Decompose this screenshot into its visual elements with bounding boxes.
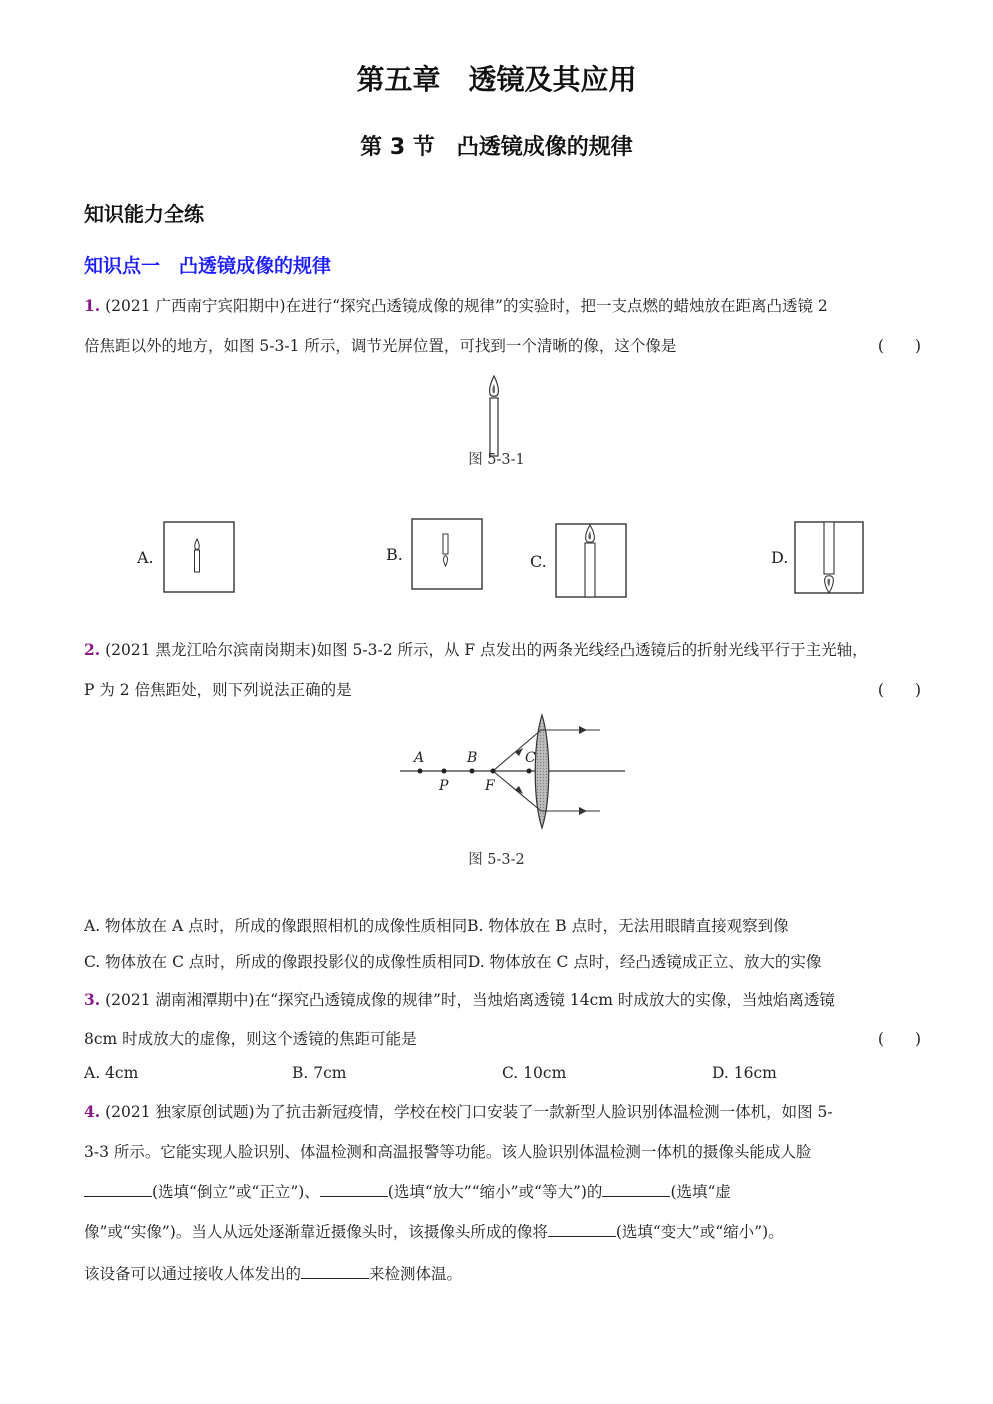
q3-option-d[interactable]: D. 16cm <box>712 1064 777 1082</box>
label-b: B <box>467 750 478 766</box>
section-title: 第 3 节 凸透镜成像的规律 <box>360 135 633 160</box>
q2-options-cd[interactable]: C. 物体放在 C 点时，所成的像跟投影仪的成像性质相同D. 物体放在 C 点时，经凸透镜成正立、放大的实像 <box>84 953 822 971</box>
label-a: A <box>414 750 425 766</box>
q1-option-d-label: D. <box>771 548 789 567</box>
q1-line2: 倍焦距以外的地方，如图 5-3-1 所示，调节光屏位置，可找到一个清晰的像，这个像是 <box>84 337 677 355</box>
chapter-title: 第五章 透镜及其应用 <box>356 63 637 96</box>
q1-answer-paren: ( ) <box>877 337 921 355</box>
q3-line2: 8cm 时成放大的虚像，则这个透镜的焦距可能是 <box>84 1030 417 1048</box>
q1-option-b-image[interactable] <box>411 518 483 590</box>
q1-option-d-image[interactable] <box>794 521 864 594</box>
part-title: 知识能力全练 <box>84 202 204 226</box>
q1-option-b-label: B. <box>386 545 403 564</box>
label-c: C <box>525 750 536 766</box>
q4-blank-2[interactable] <box>320 1182 388 1197</box>
figure-5-3-2-caption: 图 5-3-2 <box>468 852 525 868</box>
q2-options-ab[interactable]: A. 物体放在 A 点时，所成的像跟照相机的成像性质相同B. 物体放在 B 点时，无法用眼睛直接观察到像 <box>84 917 789 935</box>
q4-line4: 像”或“实像”)。当人从远处逐渐靠近摄像头时，该摄像头所成的像将 (选填“变大”或“缩小”)。 <box>84 1223 784 1241</box>
arrow-lower-refracted <box>579 807 587 815</box>
point-a <box>418 769 423 774</box>
q4-blank-5[interactable] <box>301 1264 369 1279</box>
arrow-upper-refracted <box>579 726 587 734</box>
point-f <box>491 769 496 774</box>
q3-option-b[interactable]: B. 7cm <box>292 1064 347 1082</box>
point-b <box>470 769 475 774</box>
label-f: F <box>485 778 495 794</box>
point-p <box>442 769 447 774</box>
q2-answer-paren: ( ) <box>877 681 921 699</box>
q4-line3: (选填“倒立”或“正立”)、 (选填“放大”“缩小”或“等大”)的 (选填“虚 <box>84 1180 731 1202</box>
q4-line2: 3-3 所示。它能实现人脸识别、体温检测和高温报警等功能。该人脸识别体温检测一体机的摄像头能成人脸 <box>84 1143 812 1161</box>
point-c <box>527 769 532 774</box>
q3-number: 3. <box>84 990 101 1009</box>
q1-option-c-image[interactable] <box>555 523 627 598</box>
q1-option-a-label: A. <box>137 548 154 567</box>
q4-blank-4[interactable] <box>548 1222 616 1237</box>
q4-line1: 4. (2021 独家原创试题)为了抗击新冠疫情，学校在校门口安装了一款新型人脸识别体温检测一体机，如图 5- <box>84 1102 833 1121</box>
figure-5-3-1-caption: 图 5-3-1 <box>468 452 525 468</box>
q2-line1: 2. (2021 黑龙江哈尔滨南岗期末)如图 5-3-2 所示，从 F 点发出的两条光线经凸透镜后的折射光线平行于主光轴， <box>84 640 868 659</box>
q1-option-c-label: C. <box>530 552 547 571</box>
knowledge-point-title: 知识点一 凸透镜成像的规律 <box>84 255 332 277</box>
q4-blank-1[interactable] <box>84 1182 152 1197</box>
q1-number: 1. <box>84 296 101 315</box>
q4-number: 4. <box>84 1102 101 1121</box>
q2-number: 2. <box>84 640 101 659</box>
q4-blank-3[interactable] <box>602 1182 670 1197</box>
q4-line5: 该设备可以通过接收人体发出的 来检测体温。 <box>84 1265 463 1283</box>
q3-option-c[interactable]: C. 10cm <box>502 1064 567 1082</box>
q3-line1: 3. (2021 湖南湘潭期中)在“探究凸透镜成像的规律”时，当烛焰离透镜 14cm 时成放大的实像，当烛焰离透镜 <box>84 990 835 1009</box>
figure-5-3-2-lens-diagram <box>395 710 630 835</box>
q3-answer-paren: ( ) <box>877 1030 921 1048</box>
q2-line2: P 为 2 倍焦距处，则下列说法正确的是 <box>84 681 352 699</box>
label-p: P <box>439 778 449 794</box>
q1-option-a-image[interactable] <box>163 521 235 593</box>
q3-option-a[interactable]: A. 4cm <box>84 1064 139 1082</box>
q1-line1: 1. (2021 广西南宁宾阳期中)在进行“探究凸透镜成像的规律”的实验时，把一支点燃的蜡烛放在距离凸透镜 2 <box>84 296 828 315</box>
